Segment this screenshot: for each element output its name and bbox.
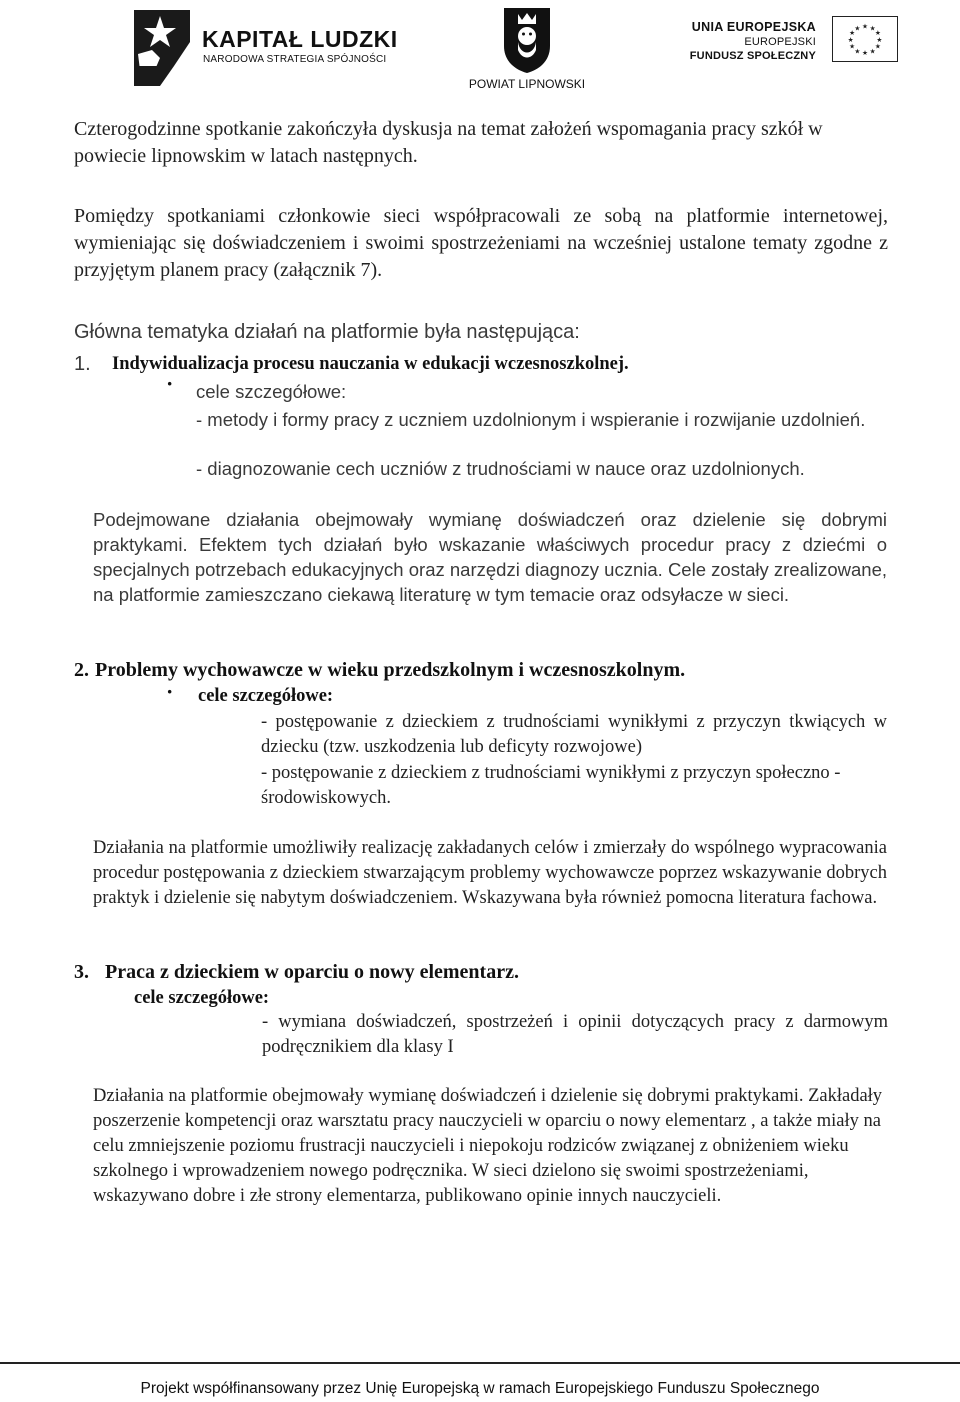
svg-text:★: ★ xyxy=(854,24,861,33)
powiat-lipnowski-logo xyxy=(462,6,592,94)
intro-paragraph-1: Czterogodzinne spotkanie zakończyła dyskusja na temat założeń wspomagania pracy szkół w powiecie lipnowskim w latach następnych. xyxy=(74,118,823,167)
section-1-bullet: · xyxy=(166,371,174,396)
svg-text:★: ★ xyxy=(849,29,856,38)
section-3-summary: Działania na platformie obejmowały wymianę doświadczeń i dzielenie się dobrymi praktykami. Zakładały poszerzenie kompetencji oraz warsztatu pracy nauczycieli w oparciu o nowy elementarz , a także miały na celu zmniejszenie poziomu frustracji nauczycieli i niepokoju rodziców związanej z obniżeniem wieku szkolnego i wprowadzeniem nowego podręcznika. W sieci dzielono się swoimi spostrzeżeniami, wskazywano dobre i złe strony elementarza, publikowano opinie innych nauczycieli. xyxy=(93,1086,883,1206)
svg-text:★: ★ xyxy=(876,35,883,44)
section-2-bullet: · xyxy=(166,679,174,704)
kapital-ludzki-subtitle: NARODOWA STRATEGIA SPÓJNOŚCI xyxy=(203,54,387,65)
ue-line-3: FUNDUSZ SPOŁECZNY xyxy=(689,50,816,62)
svg-text:★: ★ xyxy=(874,29,881,38)
section-2-goal-1: - postępowanie z dzieckiem z trudnościami wynikłymi z przyczyn tkwiących w dziecku (tzw. uszkodzenia lub deficyty rozwojowe) xyxy=(261,712,887,757)
ue-efs-logo xyxy=(684,12,898,68)
section-3-goal-1: - wymiana doświadczeń, spostrzeżeń i opinii dotyczących pracy z darmowym podręcznikiem dla klasy I xyxy=(262,1012,888,1057)
powiat-caption: POWIAT LIPNOWSKI xyxy=(468,77,586,91)
section-2-goal-2: - postępowanie z dzieckiem z trudnościami wynikłymi z przyczyn społeczno - środowiskowych. xyxy=(261,763,841,808)
kapital-ludzki-star-icon xyxy=(130,6,196,88)
kapital-ludzki-logo xyxy=(130,6,398,88)
svg-text:★: ★ xyxy=(849,42,856,51)
eu-flag-icon xyxy=(832,16,898,62)
svg-text:★: ★ xyxy=(862,22,868,31)
svg-text:★: ★ xyxy=(847,35,854,44)
svg-text:★: ★ xyxy=(869,24,876,33)
section-2-number: 2. xyxy=(74,659,89,681)
svg-text:★: ★ xyxy=(862,49,868,58)
section-2-goals-label: cele szczegółowe: xyxy=(198,686,334,706)
ue-line-1: UNIA EUROPEJSKA xyxy=(691,20,816,34)
section-2-title: Problemy wychowawcze w wieku przedszkolnym i wczesnoszkolnym. xyxy=(95,659,686,681)
section-1-goal-2: - diagnozowanie cech uczniów z trudnościami w nauce oraz uzdolnionych. xyxy=(196,458,805,479)
ue-line-2: EUROPEJSKI xyxy=(744,36,816,48)
svg-text:★: ★ xyxy=(874,42,881,51)
section-1-goals-label: cele szczegółowe: xyxy=(196,381,347,402)
section-3-title: Praca z dzieckiem w oparciu o nowy elementarz. xyxy=(105,961,519,983)
main-topic-heading: Główna tematyka działań na platformie była następująca: xyxy=(74,321,580,343)
section-2-summary: Działania na platformie umożliwiły realizację zakładanych celów i zmierzały do wspólnego wypracowania procedur postępowania z dzieckiem stwarzającym problemy wychowawcze poprzez wskazywanie dobrych praktyk i dzielenie się nabytym doświadczeniem. Wskazywana była również pomocna literatura fachowa. xyxy=(93,838,887,908)
section-1-title: Indywidualizacja procesu nauczania w edukacji wczesnoszkolnej. xyxy=(112,354,629,374)
coat-of-arms-icon xyxy=(502,6,552,74)
section-3-goals-label: cele szczegółowe: xyxy=(134,988,270,1008)
section-3-number: 3. xyxy=(74,961,89,983)
svg-text:★: ★ xyxy=(869,47,876,56)
footer-text: Projekt współfinansowany przez Unię Europejską w ramach Europejskiego Funduszu Społecznego xyxy=(140,1380,820,1397)
section-1-summary: Podejmowane działania obejmowały wymianę doświadczeń oraz dzielenie się dobrymi praktykami. Efektem tych działań było wskazanie właściwych procedur pracy z dziećmi o specjalnych potrzebach edukacyjnych oraz narzędzi diagnozy ucznia. Cele zostały zrealizowane, na platformie zamieszczano ciekawą literaturę w tym temacie oraz odsyłacze w sieci. xyxy=(93,509,887,605)
section-1-number: 1. xyxy=(74,353,91,375)
footer-divider xyxy=(0,1362,960,1364)
svg-text:★: ★ xyxy=(854,47,861,56)
intro-paragraph-2: Pomiędzy spotkaniami członkowie sieci współpracowali ze sobą na platformie internetowej, wymieniając się doświadczeniem i swoimi spostrzeżeniami na wcześniej ustalone tematy zgodne z przyjętym planem pracy (załącznik 7). xyxy=(74,205,888,281)
section-1-goal-1: - metody i formy pracy z uczniem uzdolnionym i wspieranie i rozwijanie uzdolnień. xyxy=(196,409,866,430)
kapital-ludzki-title: KAPITAŁ LUDZKI xyxy=(202,26,398,52)
